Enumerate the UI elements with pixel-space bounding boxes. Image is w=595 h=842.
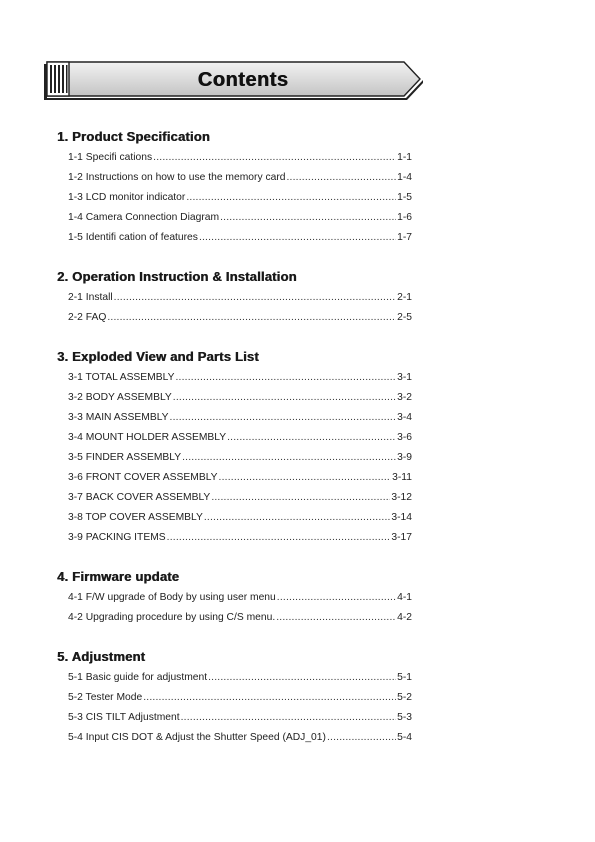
toc-item-label: 4-1 F/W upgrade of Body by using user menu [68, 592, 276, 603]
toc-item-page: 2-5 [397, 312, 412, 323]
toc-item-label: 3-8 TOP COVER ASSEMBLY [68, 512, 203, 523]
toc-item-label: 5-3 CIS TILT Adjustment [68, 712, 180, 723]
toc-item-label: 2-1 Install [68, 292, 113, 303]
toc-item[interactable] [68, 488, 412, 508]
toc-item-page: 5-1 [397, 672, 412, 683]
toc-item[interactable] [68, 188, 412, 208]
toc-item-page: 3-4 [397, 412, 412, 423]
toc-item-page: 3-2 [397, 392, 412, 403]
dot-leader [277, 588, 396, 608]
toc-item-page: 1-1 [397, 152, 412, 163]
toc-item[interactable] [68, 388, 412, 408]
dot-leader [199, 228, 396, 248]
dot-leader [173, 388, 396, 408]
toc-item-label: 3-5 FINDER ASSEMBLY [68, 452, 182, 463]
toc-item-label: 1-1 Specifi cations [68, 152, 153, 163]
toc-item[interactable] [68, 728, 412, 748]
toc-item[interactable] [68, 408, 412, 428]
dot-leader [204, 508, 391, 528]
toc-item-page: 3-12 [391, 492, 412, 503]
toc-item[interactable] [68, 588, 412, 608]
toc-section-operation-installation [57, 269, 412, 328]
toc-item-label: 1-4 Camera Connection Diagram [68, 212, 220, 223]
toc-item-page: 1-7 [397, 232, 412, 243]
toc-item[interactable] [68, 528, 412, 548]
toc-item[interactable] [68, 168, 412, 188]
toc-item-label: 5-2 Tester Mode [68, 692, 143, 703]
toc-item-page: 3-6 [397, 432, 412, 443]
section-heading: 5. Adjustment [57, 649, 146, 664]
dot-leader [220, 208, 396, 228]
toc-item-page: 1-4 [397, 172, 412, 183]
toc-item-page: 3-17 [391, 532, 412, 543]
toc-item-page: 3-9 [397, 452, 412, 463]
toc-item-label: 3-1 TOTAL ASSEMBLY [68, 372, 175, 383]
toc-item[interactable] [68, 368, 412, 388]
section-heading: 4. Firmware update [57, 569, 180, 584]
toc-item-page: 5-4 [397, 732, 412, 743]
toc-item-page: 4-1 [397, 592, 412, 603]
toc-item[interactable] [68, 668, 412, 688]
dot-leader [114, 288, 396, 308]
section-heading: 1. Product Specification [57, 129, 210, 144]
toc-item[interactable] [68, 608, 412, 628]
toc-item-label: 3-9 PACKING ITEMS [68, 532, 166, 543]
toc-item[interactable] [68, 148, 412, 168]
toc-item-label: 2-2 FAQ [68, 312, 107, 323]
toc-item-page: 3-11 [392, 472, 412, 483]
toc-item-label: 3-3 MAIN ASSEMBLY [68, 412, 169, 423]
toc-item-label: 5-1 Basic guide for adjustment [68, 672, 208, 683]
dot-leader [286, 168, 396, 188]
toc-item[interactable] [68, 508, 412, 528]
dot-leader [208, 668, 396, 688]
section-heading: 2. Operation Instruction & Installation [57, 269, 297, 284]
dot-leader [167, 528, 391, 548]
toc-item-page: 3-14 [391, 512, 412, 523]
dot-leader [143, 688, 396, 708]
toc-item-page: 4-2 [397, 612, 412, 623]
toc-item-label: 1-2 Instructions on how to use the memory card [68, 172, 286, 183]
toc-item-label: 3-4 MOUNT HOLDER ASSEMBLY [68, 432, 227, 443]
toc-item[interactable] [68, 288, 412, 308]
toc-item[interactable] [68, 708, 412, 728]
toc-item-page: 1-5 [397, 192, 412, 203]
section-heading: 3. Exploded View and Parts List [57, 349, 259, 364]
dot-leader [219, 468, 392, 488]
toc-section-firmware-update [57, 569, 412, 628]
dot-leader [170, 408, 397, 428]
page-title: Contents [197, 69, 289, 91]
dot-leader [107, 308, 396, 328]
dot-leader [182, 448, 396, 468]
toc-item-page: 2-1 [397, 292, 412, 303]
dot-leader [227, 428, 396, 448]
dot-leader [186, 188, 396, 208]
toc-section-adjustment [57, 649, 412, 748]
toc-section-exploded-view [57, 349, 412, 548]
toc-item-label: 1-5 Identifi cation of features [68, 232, 198, 243]
toc-item[interactable] [68, 468, 412, 488]
dot-leader [327, 728, 396, 748]
toc-item-page: 3-1 [397, 372, 412, 383]
dot-leader [175, 368, 396, 388]
toc-item-page: 5-2 [397, 692, 412, 703]
toc-section-product-specification [57, 129, 412, 248]
contents-banner [42, 60, 424, 100]
dot-leader [153, 148, 396, 168]
toc-item-page: 5-3 [397, 712, 412, 723]
toc-item-label: 4-2 Upgrading procedure by using C/S menu. [68, 612, 276, 623]
toc-item[interactable] [68, 688, 412, 708]
toc-item-label: 3-6 FRONT COVER ASSEMBLY [68, 472, 218, 483]
toc-item[interactable] [68, 208, 412, 228]
toc-item-label: 5-4 Input CIS DOT & Adjust the Shutter Speed (ADJ_01) [68, 732, 326, 743]
toc-item-label: 3-2 BODY ASSEMBLY [68, 392, 172, 403]
dot-leader [276, 608, 396, 628]
toc-item-page: 1-6 [397, 212, 412, 223]
dot-leader [211, 488, 390, 508]
dot-leader [181, 708, 397, 728]
toc-item-label: 1-3 LCD monitor indicator [68, 192, 186, 203]
toc-item[interactable] [68, 228, 412, 248]
toc-item[interactable] [68, 308, 412, 328]
toc-item[interactable] [68, 448, 412, 468]
toc-item[interactable] [68, 428, 412, 448]
toc-item-label: 3-7 BACK COVER ASSEMBLY [68, 492, 211, 503]
